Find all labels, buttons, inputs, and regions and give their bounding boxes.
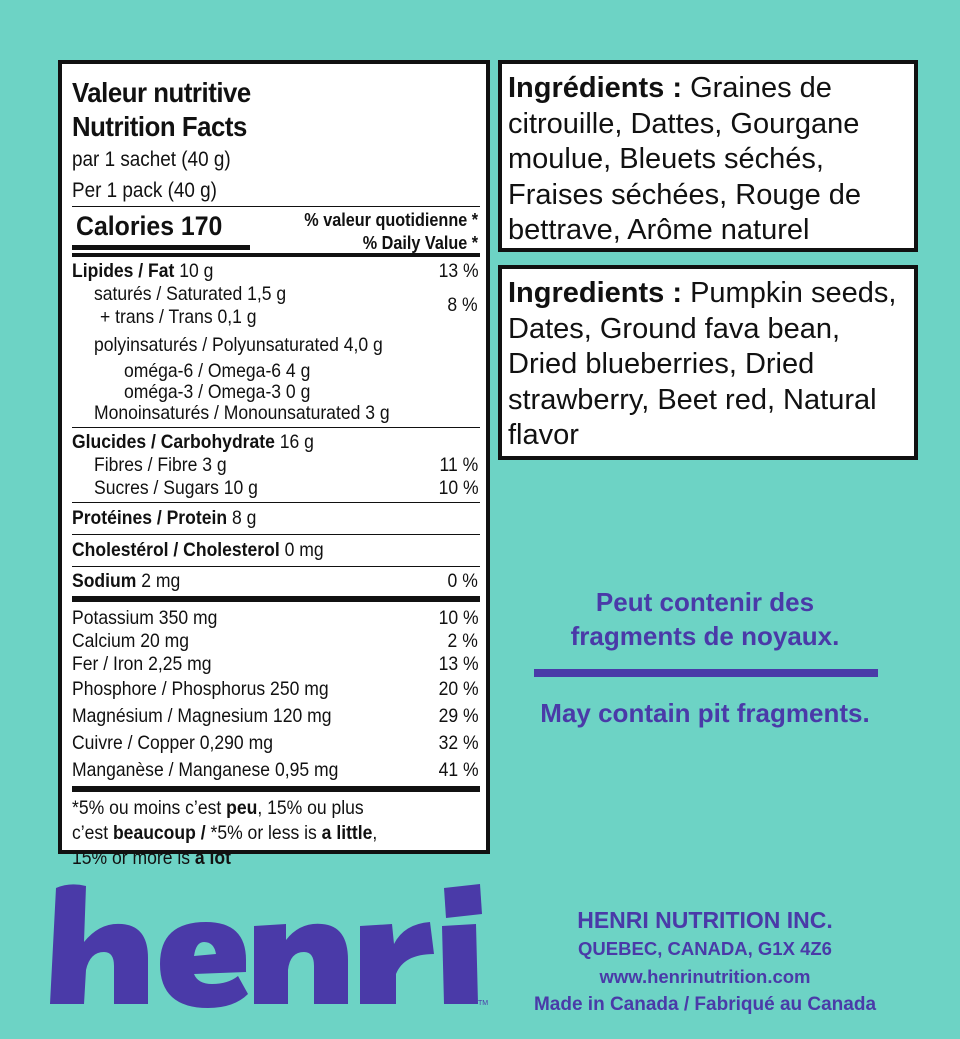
- mineral-row: [72, 730, 480, 757]
- mineral-label: Cuivre / Copper 0,290 mg: [72, 732, 273, 754]
- saturated-trans-group: [72, 283, 480, 329]
- omega6-label: oméga-6 / Omega-6 4 g: [124, 360, 311, 382]
- sugars-row: [72, 477, 480, 500]
- mineral-row: [72, 703, 480, 730]
- mineral-row: [72, 653, 480, 676]
- fat-amount: 10 g: [174, 260, 214, 282]
- fibre-label: Fibres / Fibre 3 g: [94, 454, 227, 476]
- mineral-dv: 29 %: [438, 705, 479, 727]
- fibre-dv: 11 %: [439, 454, 479, 476]
- warning-divider: [534, 669, 878, 677]
- mineral-row: [72, 630, 480, 653]
- cholesterol-label: Cholestérol / Cholesterol: [72, 539, 280, 561]
- mineral-label: Potassium 350 mg: [72, 607, 218, 629]
- company-name: HENRI NUTRITION INC.: [577, 907, 833, 933]
- warning-fr-line2: fragments de noyaux.: [570, 621, 840, 651]
- nutrition-title-fr: Valeur nutritive: [72, 77, 251, 108]
- mineral-dv: 20 %: [438, 678, 479, 700]
- allergen-warning-fr: [505, 585, 905, 653]
- mineral-dv: 13 %: [438, 653, 479, 675]
- company-address: QUEBEC, CANADA, G1X 4Z6: [578, 938, 832, 959]
- carbohydrate-section: [72, 428, 480, 502]
- ingredients-fr-text: Graines de citrouille, Dattes, Gourgane moulue, Bleuets séchés, Fraises séchées, Rouge de bettrave, Arôme naturel: [508, 72, 862, 246]
- protein-amount: 8 g: [227, 507, 257, 529]
- daily-value-header-en: % Daily Value *: [362, 233, 478, 253]
- daily-value-header-fr: % valeur quotidienne *: [304, 210, 478, 230]
- mineral-label: Magnésium / Magnesium 120 mg: [72, 705, 332, 727]
- protein-row: [72, 503, 480, 534]
- fibre-row: [72, 454, 480, 477]
- protein-label: Protéines / Protein: [72, 507, 228, 529]
- mineral-label: Phosphore / Phosphorus 250 mg: [72, 678, 329, 700]
- serving-size-en: Per 1 pack (40 g): [72, 179, 217, 202]
- fat-row: [72, 260, 480, 283]
- minerals-section: [72, 602, 480, 786]
- mineral-row: [72, 607, 480, 630]
- carbohydrate-label: Glucides / Carbohydrate: [72, 431, 275, 453]
- serving-size-fr: par 1 sachet (40 g): [72, 148, 231, 171]
- sodium-dv: 0 %: [447, 570, 479, 592]
- ingredients-en-box: [498, 265, 918, 460]
- carbohydrate-amount: 16 g: [274, 431, 314, 453]
- nutrition-facts-table: [58, 60, 490, 869]
- sodium-row: [72, 567, 480, 596]
- daily-value-header: [304, 209, 478, 255]
- calories-row: [72, 207, 480, 253]
- mineral-label: Fer / Iron 2,25 mg: [72, 653, 212, 675]
- saturated-label: saturés / Saturated 1,5 g: [94, 283, 287, 305]
- polyunsaturated-label: polyinsaturés / Polyunsaturated 4,0 g: [94, 334, 383, 356]
- trademark-symbol: TM: [478, 1000, 489, 1007]
- allergen-warning-en: May contain pit fragments.: [540, 698, 870, 728]
- sodium-label: Sodium: [72, 570, 137, 592]
- mineral-dv: 2 %: [447, 630, 479, 652]
- saturated-trans-dv: 8 %: [447, 294, 478, 316]
- mineral-dv: 32 %: [438, 732, 479, 754]
- trans-label: + trans / Trans 0,1 g: [100, 306, 257, 328]
- mineral-dv: 10 %: [438, 607, 479, 629]
- fat-label: Lipides / Fat: [72, 260, 175, 282]
- mineral-row: [72, 757, 480, 784]
- carbohydrate-row: [72, 431, 480, 454]
- fat-section: [72, 257, 480, 427]
- warning-fr-line1: Peut contenir des: [595, 587, 815, 617]
- monounsaturated-label: Monoinsaturés / Monounsaturated 3 g: [94, 402, 390, 424]
- made-in-canada: Made in Canada / Fabriqué au Canada: [533, 994, 877, 1015]
- calories-bar: [72, 245, 250, 250]
- nutrition-title-en: Nutrition Facts: [72, 111, 247, 142]
- sodium-amount: 2 mg: [136, 570, 181, 592]
- mineral-label: Manganèse / Manganese 0,95 mg: [72, 759, 339, 781]
- daily-value-footnote: *5% ou moins c’est peu, 15% ou plus c’est beaucoup / *5% or less is a little, 15% or more is a lot: [72, 797, 378, 869]
- henri-logo: [48, 880, 493, 1010]
- company-website: www.henrinutrition.com: [599, 966, 811, 987]
- mineral-label: Calcium 20 mg: [72, 630, 190, 652]
- fat-dv: 13 %: [438, 260, 479, 282]
- ingredients-en-label: Ingredients :: [508, 277, 683, 309]
- ingredients-fr-label: Ingrédients :: [508, 72, 683, 104]
- cholesterol-row: [72, 535, 480, 566]
- mineral-dv: 41 %: [438, 759, 479, 781]
- sugars-dv: 10 %: [438, 477, 479, 499]
- company-info: [500, 905, 910, 1019]
- sugars-label: Sucres / Sugars 10 g: [94, 477, 258, 499]
- calories-label: Calories 170: [76, 211, 223, 241]
- ingredients-fr-box: [498, 60, 918, 252]
- mineral-row: [72, 676, 480, 703]
- ingredients-en-text: Pumpkin seeds, Dates, Ground fava bean, Dried blueberries, Dried strawberry, Beet red, Natural flavor: [508, 277, 897, 451]
- cholesterol-amount: 0 mg: [279, 539, 324, 561]
- omega3-label: oméga-3 / Omega-3 0 g: [124, 381, 311, 403]
